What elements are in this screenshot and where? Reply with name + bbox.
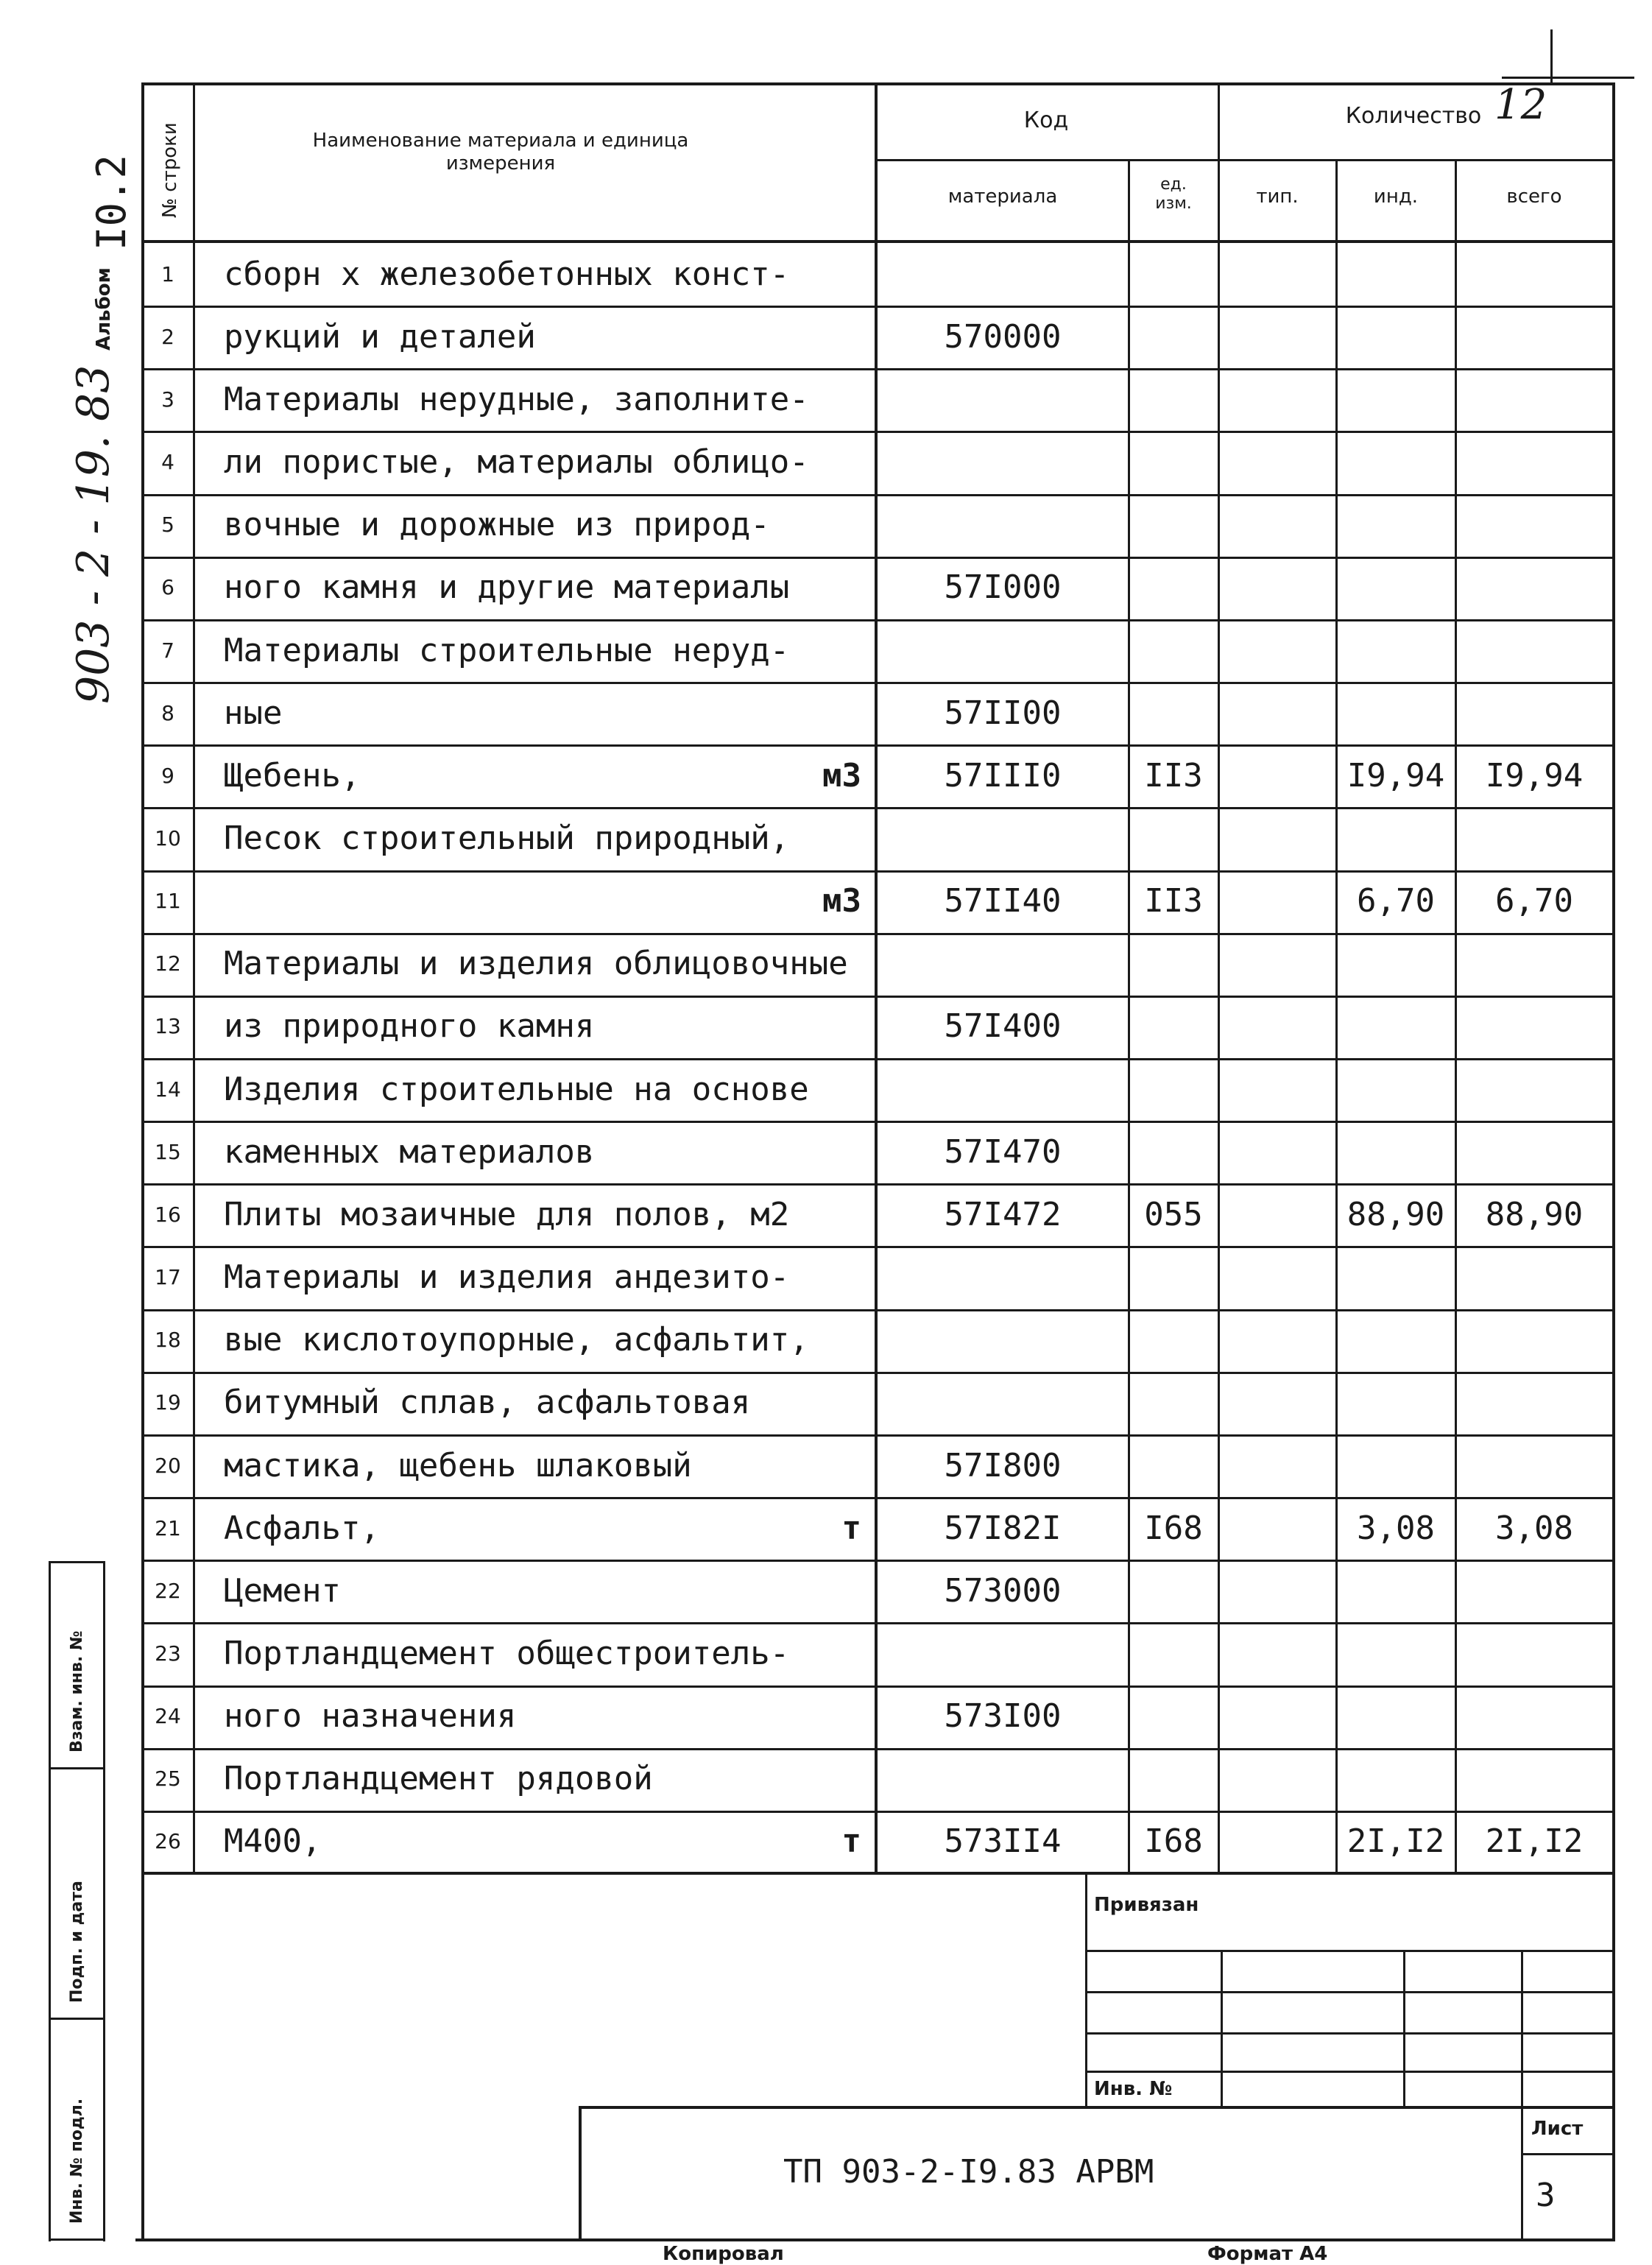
row-separator — [141, 1372, 1615, 1374]
row-number: 24 — [155, 1704, 181, 1728]
material-name: каменных материалов — [224, 1133, 595, 1171]
sheet-number: 3 — [1536, 2177, 1556, 2214]
row-number: 23 — [155, 1641, 181, 1666]
qty-total: I9,94 — [1485, 757, 1584, 795]
row-number: 25 — [155, 1766, 181, 1791]
row-number: 2 — [161, 325, 174, 349]
document-number-handwritten: 903 - 2 - 19. 83 — [68, 364, 119, 704]
row-separator — [141, 1309, 1615, 1311]
row-separator — [141, 619, 1615, 621]
album-label: Альбом — [93, 267, 115, 351]
material-code: 573I00 — [944, 1697, 1062, 1735]
material-name: Материалы нерудные, заполните- — [224, 381, 809, 418]
header-name: Наименование материала и единица измерения — [312, 130, 689, 175]
material-name: Цемент — [224, 1572, 341, 1610]
qty-ind: I9,94 — [1346, 757, 1445, 795]
material-name: Щебень, — [224, 757, 361, 795]
row-number: 21 — [155, 1516, 181, 1540]
inv-number-label: Инв. № — [1094, 2078, 1173, 2100]
material-code: 57I800 — [944, 1447, 1062, 1484]
qty-total: 2I,I2 — [1485, 1822, 1584, 1860]
unit-word: т — [841, 1822, 861, 1860]
row-number: 7 — [161, 638, 174, 663]
material-name: битумный сплав, асфальтовая — [224, 1384, 751, 1421]
row-separator — [141, 494, 1615, 496]
row-separator — [141, 1685, 1615, 1688]
row-number: 8 — [161, 701, 174, 725]
row-separator — [141, 870, 1615, 873]
row-separator — [141, 807, 1615, 809]
material-name: М400, — [224, 1822, 322, 1860]
material-code: 57I000 — [944, 568, 1062, 606]
row-number: 12 — [155, 951, 181, 976]
material-name: рукций и деталей — [224, 318, 536, 356]
unit-code: I68 — [1144, 1510, 1203, 1547]
row-number: 4 — [161, 450, 174, 474]
qty-ind: 88,90 — [1346, 1196, 1445, 1233]
header-qty-ind: инд. — [1373, 186, 1419, 208]
material-name: Материалы и изделия облицовочные — [224, 945, 848, 982]
qty-ind: 2I,I2 — [1346, 1822, 1445, 1860]
format-label: Формат А4 — [1207, 2243, 1328, 2265]
unit-code: I68 — [1144, 1822, 1203, 1860]
material-name: ного камня и другие материалы — [224, 568, 790, 606]
row-separator — [141, 682, 1615, 684]
copied-label: Копировал — [663, 2243, 784, 2265]
row-separator — [141, 1811, 1615, 1813]
document-code: ТП 903-2-I9.83 АРВМ — [783, 2153, 1154, 2191]
unit-word: м3 — [822, 882, 861, 920]
material-name: сборн х железобетонных конст- — [224, 256, 790, 293]
album-number: I0.2 — [88, 154, 135, 250]
material-code: 57I82I — [944, 1510, 1062, 1547]
row-separator — [141, 1560, 1615, 1562]
sheet-label: Лист — [1531, 2118, 1584, 2140]
material-code: 57I472 — [944, 1196, 1062, 1233]
material-code: 57I470 — [944, 1133, 1062, 1171]
row-number: 3 — [161, 387, 174, 412]
vzam-inv-label: Взам. инв. № — [68, 1630, 86, 1753]
privyazan-label: Привязан — [1094, 1894, 1199, 1916]
row-number: 17 — [155, 1265, 181, 1289]
material-code: 57II00 — [944, 694, 1062, 732]
row-number: 6 — [161, 575, 174, 599]
material-name: Песок строительный природный, — [224, 820, 790, 857]
header-qty-total: всего — [1506, 186, 1562, 208]
header-row-number: № строки — [159, 122, 181, 218]
qty-ind: 6,70 — [1357, 882, 1435, 920]
material-code: 573000 — [944, 1572, 1062, 1610]
material-name: Портландцемент рядовой — [224, 1760, 653, 1797]
material-code: 57I400 — [944, 1007, 1062, 1045]
row-separator — [141, 306, 1615, 308]
row-number: 9 — [161, 764, 174, 788]
row-number: 14 — [155, 1077, 181, 1102]
qty-total: 6,70 — [1495, 882, 1573, 920]
material-name: вые кислотоупорные, асфальтит, — [224, 1321, 809, 1359]
row-separator — [141, 1246, 1615, 1248]
handwritten-page-number: 12 — [1494, 81, 1547, 129]
row-separator — [141, 1622, 1615, 1624]
row-number: 22 — [155, 1579, 181, 1603]
material-name: ли пористые, материалы облицо- — [224, 443, 809, 481]
row-number: 18 — [155, 1328, 181, 1352]
material-code: 57III0 — [944, 757, 1062, 795]
material-code: 57II40 — [944, 882, 1062, 920]
row-number: 11 — [155, 889, 181, 913]
row-number: 20 — [155, 1454, 181, 1478]
row-number: 5 — [161, 512, 174, 537]
header-code-material: материала — [947, 186, 1058, 208]
row-number: 1 — [161, 262, 174, 286]
row-separator — [141, 1748, 1615, 1750]
material-name: ные — [224, 694, 283, 732]
material-code: 573II4 — [944, 1822, 1062, 1860]
material-name: Плиты мозаичные для полов, м2 — [224, 1196, 790, 1233]
unit-word: м3 — [822, 757, 861, 795]
unit-word: т — [841, 1510, 861, 1547]
row-separator — [141, 1497, 1615, 1499]
row-number: 13 — [155, 1014, 181, 1038]
unit-code: 055 — [1144, 1196, 1203, 1233]
qty-total: 3,08 — [1495, 1510, 1573, 1547]
material-name: Портландцемент общестроитель- — [224, 1635, 790, 1672]
material-name: Асфальт, — [224, 1510, 380, 1547]
header-quantity: Количество — [1345, 103, 1482, 129]
header-code-unit: ед. изм. — [1155, 175, 1192, 214]
material-name: Изделия строительные на основе — [224, 1071, 809, 1108]
row-separator — [141, 557, 1615, 559]
qty-ind: 3,08 — [1357, 1510, 1435, 1547]
row-separator — [141, 1434, 1615, 1437]
row-separator — [141, 431, 1615, 433]
material-name: Материалы строительные неруд- — [224, 632, 790, 669]
row-number: 15 — [155, 1140, 181, 1164]
row-separator — [141, 1058, 1615, 1060]
inv-podl-label: Инв. № подл. — [68, 2098, 86, 2224]
row-separator — [141, 933, 1615, 935]
row-number: 10 — [155, 826, 181, 850]
row-separator — [141, 1183, 1615, 1186]
row-number: 26 — [155, 1829, 181, 1853]
row-number: 16 — [155, 1202, 181, 1227]
material-name: из природного камня — [224, 1007, 595, 1045]
qty-total: 88,90 — [1485, 1196, 1584, 1233]
material-name: вочные и дорожные из природ- — [224, 506, 770, 543]
header-qty-typ: тип. — [1256, 186, 1299, 208]
material-name: мастика, щебень шлаковый — [224, 1447, 692, 1484]
row-separator — [141, 744, 1615, 747]
material-name: Материалы и изделия андезито- — [224, 1258, 790, 1296]
header-code: Код — [1023, 108, 1069, 133]
material-name: ного назначения — [224, 1697, 517, 1735]
row-separator — [141, 1121, 1615, 1123]
material-code: 570000 — [944, 318, 1062, 356]
row-separator — [141, 996, 1615, 998]
row-separator — [141, 368, 1615, 370]
row-number: 19 — [155, 1390, 181, 1415]
unit-code: II3 — [1144, 882, 1203, 920]
unit-code: II3 — [1144, 757, 1203, 795]
podp-data-label: Подп. и дата — [68, 1881, 86, 2003]
